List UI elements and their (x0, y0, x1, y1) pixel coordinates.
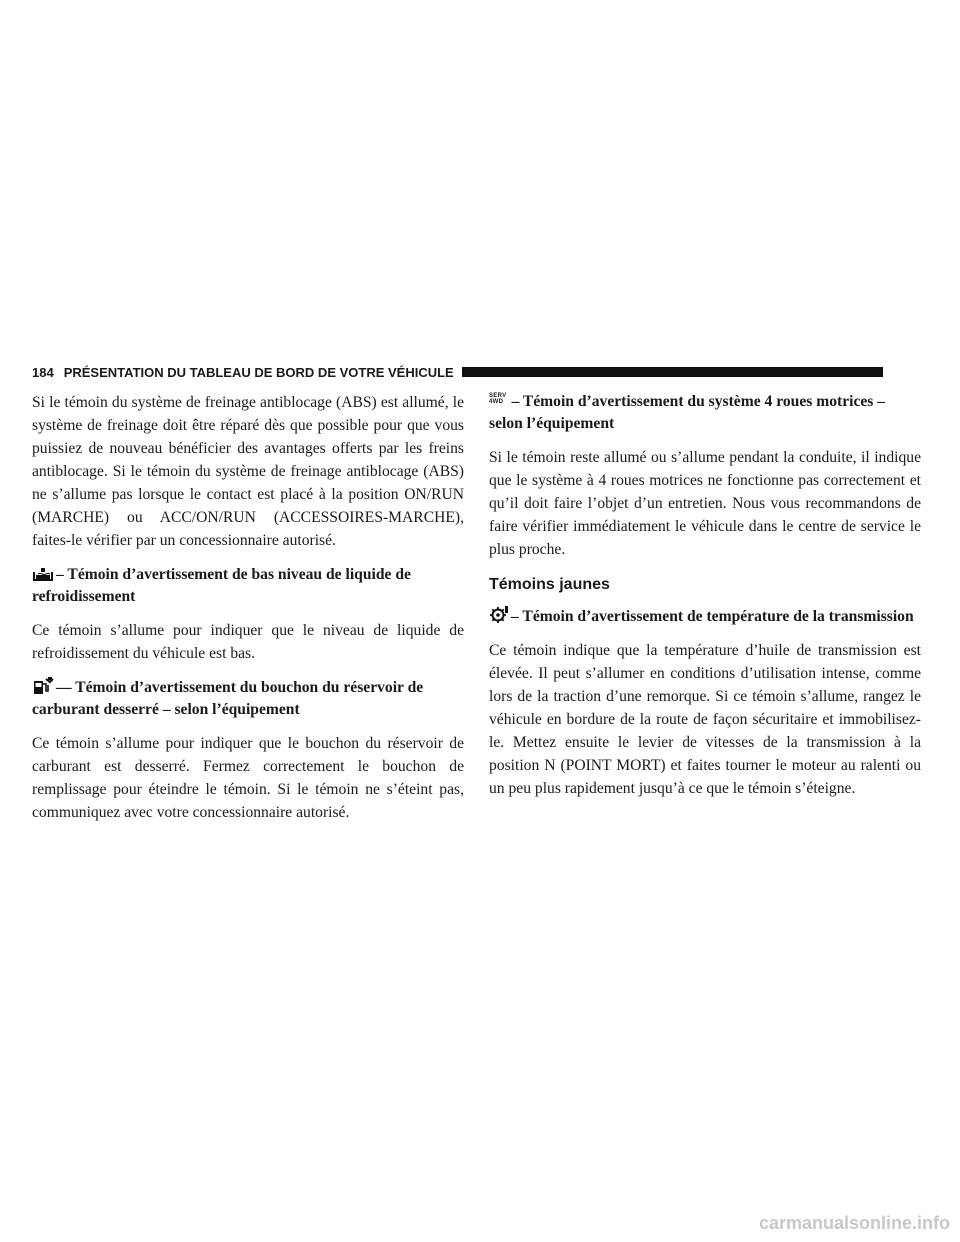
trans-heading-text: – Témoin d’avertissement de température de la transmission (511, 608, 914, 625)
yellow-indicators-heading: Témoins jaunes (489, 576, 610, 593)
abs-paragraph: Si le témoin du système de freinage antiblocage (ABS) est allumé, le système de freinage doit être réparé dès que possible pour que vous puissiez de nouveau bénéficier des avantages offerts par les freins antiblocage. Si le témoin du système de freinage antiblocage (ABS) ne s’allume pas lorsque le contact est placé à la position ON/RUN (MARCHE) ou ACC/ON/RUN (ACCESSOIRES-MARCHE), faites-le vérifier par un concessionnaire autorisé. (32, 394, 464, 549)
watermark: carmanualsonline.info (758, 1213, 950, 1233)
header-rule (462, 367, 883, 377)
left-column (32, 391, 464, 836)
page-header (32, 361, 883, 383)
fuelcap-heading (32, 677, 464, 721)
trans-heading (489, 606, 921, 628)
4wd-paragraph: Si le témoin reste allumé ou s’allume pendant la conduite, il indique que le système à 4 roues motrices ne fonctionne pas correctement et qu’il doit faire l’objet d’un entretien. Nous vous recommandons de faire vérifier immédiatement le véhicule dans le centre de service le plus proche. (489, 449, 921, 558)
coolant-level-icon (32, 566, 54, 582)
right-column (489, 391, 921, 812)
fuelcap-heading-text: — Témoin d’avertissement du bouchon du réservoir de carburant desserré – selon l’équipement (32, 679, 424, 718)
4wd-heading-text: – Témoin d’avertissement du système 4 roues motrices – selon l’équipement (489, 393, 886, 432)
serv-4wd-icon: SERV 4WD (489, 393, 507, 405)
4wd-heading (489, 391, 921, 435)
coolant-heading (32, 564, 464, 608)
coolant-heading-text: – Témoin d’avertissement de bas niveau de liquide de refroidissement (32, 566, 411, 605)
section-title: PRÉSENTATION DU TABLEAU DE BORD DE VOTRE VÉHICULE (63, 364, 454, 380)
fuel-cap-icon (32, 677, 54, 695)
coolant-paragraph: Ce témoin s’allume pour indiquer que le niveau de liquide de refroidissement du véhicule est bas. (32, 622, 464, 662)
fuelcap-paragraph: Ce témoin s’allume pour indiquer que le bouchon du réservoir de carburant est desserré. Fermez correctement le bouchon de remplissage pour éteindre le témoin. Si le témoin ne s’éteint pas, communiquez avec votre concessionnaire autorisé. (32, 735, 464, 821)
page-number: 184 (32, 364, 54, 380)
trans-paragraph: Ce témoin indique que la température d’huile de transmission est élevée. Il peut s’allumer en conditions d’utilisation intense, comme lors de la traction d’une remorque. Si ce témoin s’allume, rangez le véhicule en bordure de la route de façon sécuritaire et immobilisez-le. Mettez ensuite le levier de vitesses de la transmission à la position N (POINT MORT) et faites tourner le moteur au ralenti ou un peu plus rapidement jusqu’à ce que le témoin s’éteigne. (489, 642, 921, 797)
transmission-temperature-icon (489, 606, 509, 624)
